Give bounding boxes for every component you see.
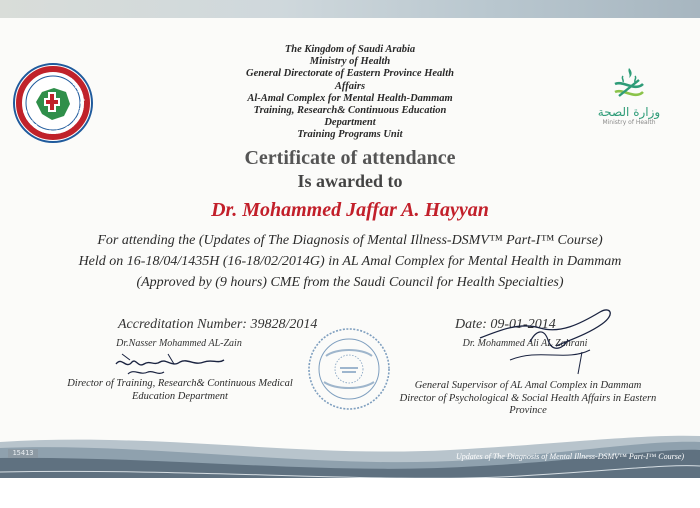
header-line: Training Programs Unit <box>297 129 403 141</box>
header-line: Affairs <box>334 80 366 92</box>
right-signatory-role: General Supervisor of AL Amal Complex in Dammam Director of Psychological & Social Health Affairs in Eastern Province <box>399 380 657 416</box>
recipient-name: Dr. Mohammed Jaffar A. Hayyan <box>211 199 489 221</box>
accreditation-number: Accreditation Number: 39828/2014 <box>118 317 318 332</box>
moh-logo <box>596 66 662 130</box>
moh-arabic-name: وزارة الصحة <box>597 105 661 119</box>
top-decorative-band <box>0 0 700 18</box>
header-line: Al-Amal Complex for Mental Health-Dammam <box>247 92 453 104</box>
right-signature <box>470 300 620 380</box>
right-signatory-name: Dr. Mohammed Ali AL Zahrani <box>462 338 588 349</box>
scfhs-ring-text: Saudi Commission For Health Specialties <box>21 75 87 137</box>
course-line: For attending the (Updates of The Diagnosis of Mental Illness-DSMV™ Part-I™ Course) <box>97 233 603 248</box>
approval-line: (Approved by (9 hours) CME from the Saudi Council for Health Specialties) <box>136 275 564 290</box>
header-line: Training, Research& Continuous Education <box>253 105 447 117</box>
header-line: Department <box>324 117 376 129</box>
official-stamp <box>306 326 392 412</box>
held-on-line: Held on 16-18/04/1435H (16-18/02/2014G) in AL Amal Complex for Mental Health in Dammam <box>78 254 622 269</box>
scfhs-seal-icon <box>12 62 94 144</box>
left-signatory-role: Director of Training, Research& Continuous Medical Education Department <box>67 378 293 402</box>
issuer-header <box>190 44 510 142</box>
header-line: General Directorate of Eastern Province Health <box>246 68 454 80</box>
serial-number: 15413 <box>8 449 38 458</box>
left-signatory-name: Dr.Nasser Mohammed AL-Zain <box>116 338 242 349</box>
header-line: Ministry of Health <box>309 56 391 68</box>
scan-white-margin <box>0 478 700 508</box>
header-line: The Kingdom of Saudi Arabia <box>284 44 416 55</box>
certificate-title: Certificate of attendance <box>244 147 456 169</box>
certificate-subtitle: Is awarded to <box>297 171 403 191</box>
footer-course-title: Updates of The Diagnosis of Mental Illness-DSMV™ Part-I™ Course) <box>455 452 685 461</box>
moh-english-name: Ministry of Health <box>602 119 656 126</box>
moh-emblem-icon <box>609 66 649 100</box>
scfhs-logo <box>12 62 94 144</box>
issue-date: Date: 09-01-2014 <box>455 317 556 332</box>
